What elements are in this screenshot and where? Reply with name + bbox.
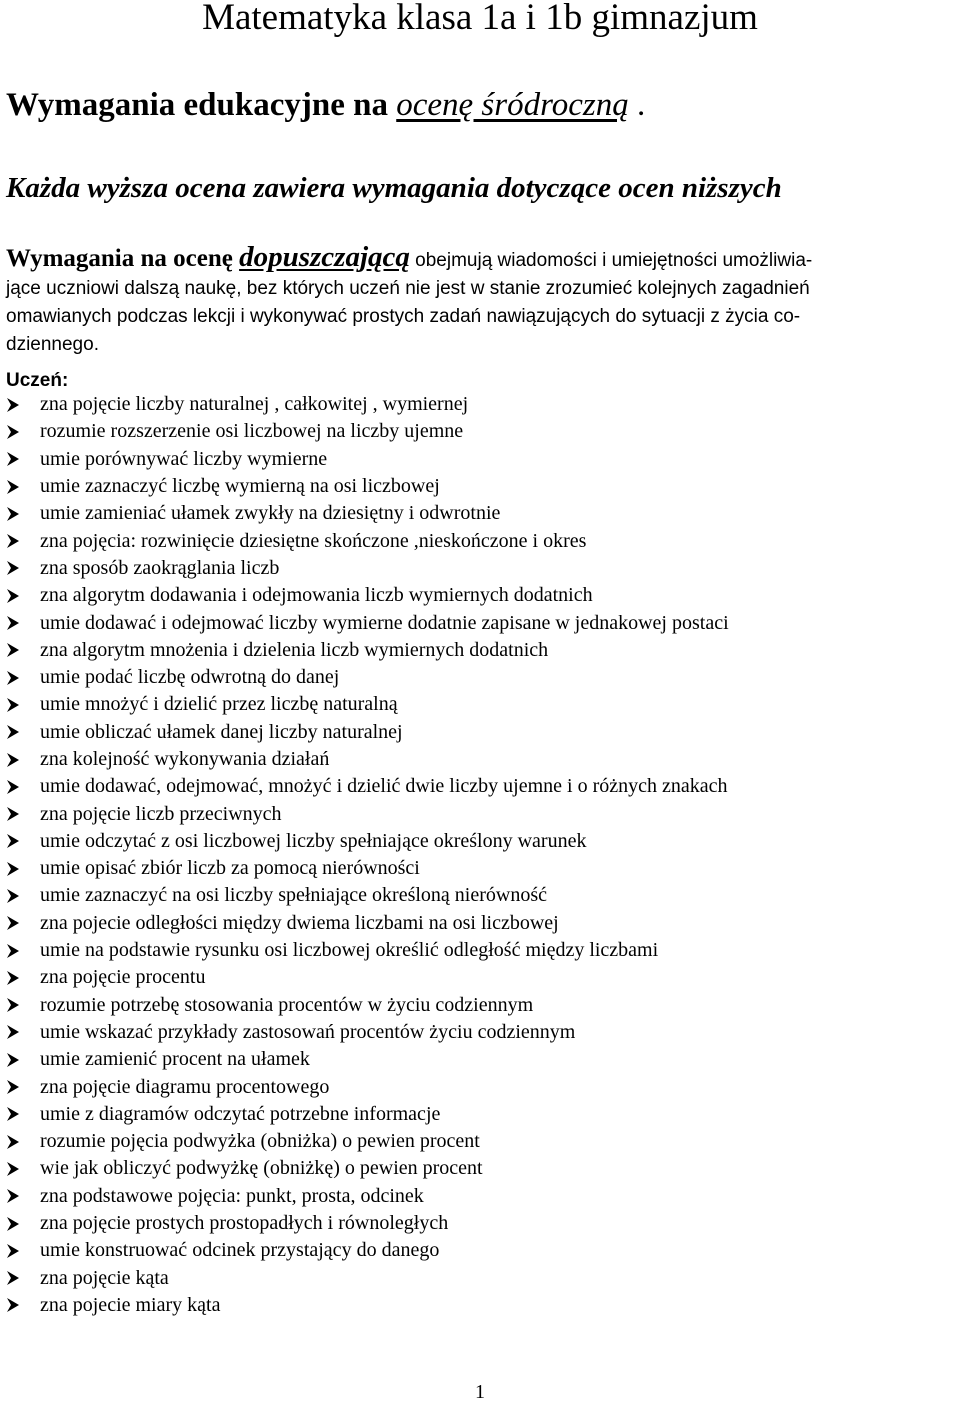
requirement-text: umie konstruować odcinek przystający do danego (40, 1239, 440, 1262)
requirement-text: rozumie potrzebę stosowania procentów w życiu codziennym (40, 993, 534, 1016)
requirement-item-26 (6, 1073, 729, 1100)
arrowhead-bullet-icon (6, 479, 40, 495)
requirement-item-11 (6, 664, 729, 691)
arrowhead-bullet-icon (6, 1024, 40, 1040)
arrowhead-bullet-icon (6, 1270, 40, 1286)
student-label: Uczeń: (6, 370, 69, 391)
arrowhead-bullet-icon (6, 724, 40, 740)
intro-line-2: jące uczniowi dalszą naukę, bez których uczeń nie jest w stanie zrozumieć kolejnych zagadnień (6, 278, 810, 299)
arrowhead-bullet-icon (6, 1188, 40, 1204)
requirement-text: umie podać liczbę odwrotną do danej (40, 666, 340, 689)
requirement-text: zna pojecie odległości między dwiema liczbami na osi liczbowej (40, 911, 559, 934)
requirement-text: umie dodawać, odejmować, mnożyć i dzielić dwie liczby ujemne i o różnych znakach (40, 775, 728, 798)
requirement-text: zna algorytm mnożenia i dzielenia liczb wymiernych dodatnich (40, 638, 549, 661)
subtitle-prefix: Wymagania edukacyjne na (6, 87, 397, 123)
requirement-item-24 (6, 1019, 729, 1046)
arrowhead-bullet-icon (6, 833, 40, 849)
requirement-item-28 (6, 1128, 729, 1155)
requirement-item-21 (6, 937, 729, 964)
requirement-item-1 (6, 391, 729, 418)
arrowhead-bullet-icon (6, 1079, 40, 1095)
requirement-text: umie opisać zbiór liczb za pomocą nierówności (40, 857, 420, 880)
requirement-text: umie z diagramów odczytać potrzebne informacje (40, 1102, 441, 1125)
requirement-text: umie odczytać z osi liczbowej liczby spełniające określony warunek (40, 829, 587, 852)
requirement-item-30 (6, 1183, 729, 1210)
arrowhead-bullet-icon (6, 588, 40, 604)
arrowhead-bullet-icon (6, 506, 40, 522)
arrowhead-bullet-icon (6, 888, 40, 904)
requirement-text: zna kolejność wykonywania działań (40, 748, 330, 770)
arrowhead-bullet-icon (6, 779, 40, 795)
arrowhead-bullet-icon (6, 424, 40, 440)
arrowhead-bullet-icon (6, 806, 40, 822)
requirement-text: zna algorytm dodawania i odejmowania liczb wymiernych dodatnich (40, 584, 593, 607)
requirement-item-34 (6, 1292, 729, 1319)
requirement-text: rozumie pojęcia podwyżka (obniżka) o pewien procent (40, 1130, 480, 1153)
requirement-item-16 (6, 800, 729, 827)
arrowhead-bullet-icon (6, 1134, 40, 1150)
arrowhead-bullet-icon (6, 997, 40, 1013)
intro-lead: Wymagania na ocenę (6, 245, 240, 272)
requirement-item-4 (6, 473, 729, 500)
document-subtitle (6, 85, 645, 125)
arrowhead-bullet-icon (6, 1161, 40, 1177)
requirement-item-8 (6, 582, 729, 609)
requirement-text: zna podstawowe pojęcia: punkt, prosta, odcinek (40, 1184, 424, 1207)
intro-grade: dopuszczającą (239, 241, 410, 273)
requirement-text: zna sposób zaokrąglania liczb (40, 556, 280, 579)
requirement-item-22 (6, 964, 729, 991)
requirement-text: umie porównywać liczby wymierne (40, 447, 328, 470)
requirement-item-31 (6, 1210, 729, 1237)
requirement-text: umie zaznaczyć liczbę wymierną na osi liczbowej (40, 475, 440, 498)
document-title: Matematyka klasa 1a i 1b gimnazjum (202, 0, 758, 38)
arrowhead-bullet-icon (6, 670, 40, 686)
arrowhead-bullet-icon (6, 943, 40, 959)
requirement-item-9 (6, 609, 729, 636)
requirement-item-23 (6, 992, 729, 1019)
requirement-item-10 (6, 637, 729, 664)
requirement-item-6 (6, 527, 729, 554)
arrowhead-bullet-icon (6, 970, 40, 986)
requirement-text: umie obliczać ułamek danej liczby naturalnej (40, 720, 403, 743)
requirement-text: umie zamienić procent na ułamek (40, 1048, 310, 1071)
requirement-item-33 (6, 1265, 729, 1292)
requirement-text: umie dodawać i odejmować liczby wymierne dodatnie zapisane w jednakowej postaci (40, 611, 729, 634)
arrowhead-bullet-icon (6, 697, 40, 713)
requirement-item-3 (6, 446, 729, 473)
arrowhead-bullet-icon (6, 752, 40, 768)
requirement-text: zna pojęcie kąta (40, 1266, 169, 1289)
intro-line-1-rest: obejmują wiadomości i umiejętności umożliwia- (409, 250, 813, 271)
subtitle-emphasis: ocenę śródroczną (396, 87, 629, 123)
intro-line-1 (6, 243, 952, 275)
intro-line-4: dziennego. (6, 334, 99, 355)
requirement-item-14 (6, 746, 729, 773)
requirement-text: wie jak obliczyć podwyżkę (obniżkę) o pewien procent (40, 1157, 483, 1180)
arrowhead-bullet-icon (6, 1052, 40, 1068)
subtitle-suffix: . (628, 87, 646, 123)
arrowhead-bullet-icon (6, 533, 40, 549)
arrowhead-bullet-icon (6, 1243, 40, 1259)
intro-paragraph (6, 243, 952, 359)
requirement-item-12 (6, 691, 729, 718)
grading-note: Każda wyższa ocena zawiera wymagania dotyczące ocen niższych (6, 172, 782, 204)
intro-line-3: omawianych podczas lekcji i wykonywać prostych zadań nawiązujących do sytuacji z życia co- (6, 306, 801, 327)
requirement-text: zna pojęcie liczb przeciwnych (40, 802, 282, 825)
requirement-text: umie mnożyć i dzielić przez liczbę naturalną (40, 693, 398, 716)
arrowhead-bullet-icon (6, 861, 40, 877)
requirement-item-19 (6, 882, 729, 909)
arrowhead-bullet-icon (6, 615, 40, 631)
requirements-list (6, 391, 729, 1319)
requirement-item-17 (6, 828, 729, 855)
arrowhead-bullet-icon (6, 1106, 40, 1122)
arrowhead-bullet-icon (6, 915, 40, 931)
requirement-item-27 (6, 1101, 729, 1128)
requirement-text: zna pojęcie liczby naturalnej , całkowitej , wymiernej (40, 393, 469, 416)
requirement-text: umie wskazać przykłady zastosowań procentów życiu codziennym (40, 1020, 576, 1043)
requirement-item-13 (6, 719, 729, 746)
requirement-text: zna pojecie miary kąta (40, 1293, 221, 1316)
requirement-text: zna pojęcia: rozwinięcie dziesiętne skończone ,nieskończone i okres (40, 529, 587, 552)
requirement-item-20 (6, 910, 729, 937)
requirement-text: umie zaznaczyć na osi liczby spełniające określoną nierówność (40, 884, 548, 907)
requirement-item-15 (6, 773, 729, 800)
requirement-item-29 (6, 1155, 729, 1182)
requirement-item-2 (6, 418, 729, 445)
requirement-text: zna pojęcie prostych prostopadłych i równoległych (40, 1212, 449, 1235)
arrowhead-bullet-icon (6, 560, 40, 576)
arrowhead-bullet-icon (6, 1297, 40, 1313)
requirement-item-7 (6, 555, 729, 582)
requirement-item-18 (6, 855, 729, 882)
arrowhead-bullet-icon (6, 397, 40, 413)
requirement-text: umie na podstawie rysunku osi liczbowej określić odległość między liczbami (40, 939, 659, 962)
requirement-item-25 (6, 1046, 729, 1073)
arrowhead-bullet-icon (6, 451, 40, 467)
requirement-item-32 (6, 1237, 729, 1264)
requirement-text: zna pojęcie procentu (40, 966, 206, 989)
page-number: 1 (475, 1381, 485, 1403)
requirement-text: rozumie rozszerzenie osi liczbowej na liczby ujemne (40, 420, 464, 443)
requirement-text: umie zamieniać ułamek zwykły na dziesiętny i odwrotnie (40, 502, 501, 525)
arrowhead-bullet-icon (6, 1216, 40, 1232)
requirement-text: zna pojęcie diagramu procentowego (40, 1075, 330, 1098)
requirement-item-5 (6, 500, 729, 527)
arrowhead-bullet-icon (6, 642, 40, 658)
